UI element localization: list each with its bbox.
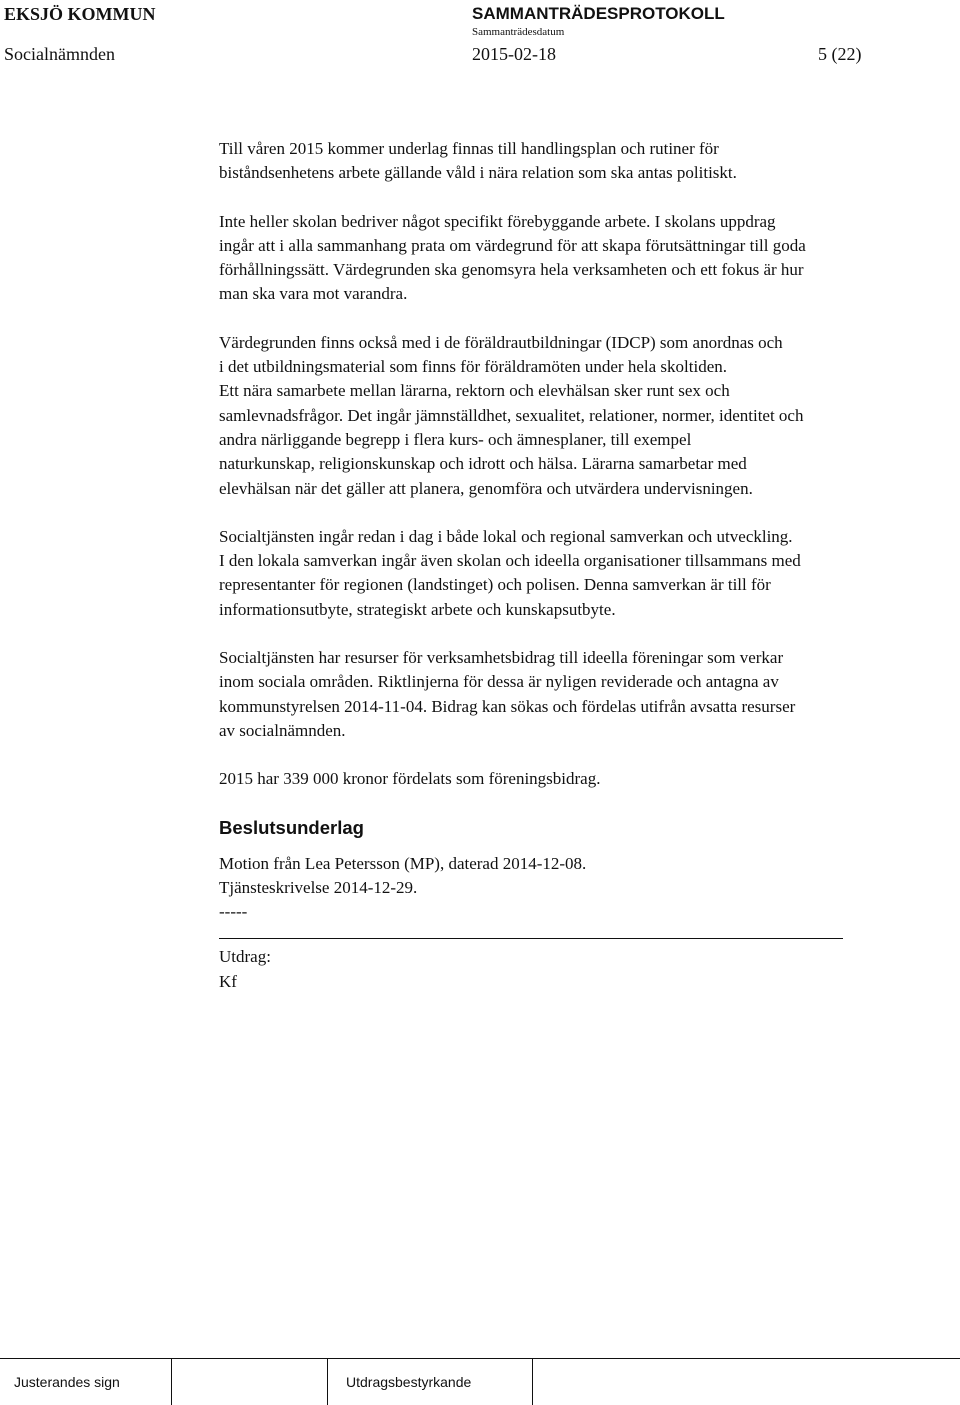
extract-recipient: Kf <box>219 971 237 991</box>
text-line: Värdegrunden finns också med i de föräldrautbildningar (IDCP) som anordnas och <box>219 332 783 352</box>
extract-label: Utdrag: <box>219 947 271 967</box>
text-line: representanter för regionen (landstinget) och polisen. Denna samverkan är till för <box>219 575 771 595</box>
text-line: förhållningssätt. Värdegrunden ska genomsyra hela verksamheten och ett fokus är hur <box>219 260 804 280</box>
list-item: Motion från Lea Petersson (MP), daterad 2014-12-08. <box>219 853 587 873</box>
text-line: Ett nära samarbete mellan lärarna, rektorn och elevhälsan sker runt sex och <box>219 381 730 401</box>
text-line: informationsutbyte, strategiskt arbete och kunskapsutbyte. <box>219 599 616 619</box>
text-line: naturkunskap, religionskunskap och idrott och hälsa. Lärarna samarbetar med <box>219 454 747 474</box>
text-line: ingår att i alla sammanhang prata om värdegrund för att skapa förutsättningar till goda <box>219 235 806 255</box>
signature-footer <box>0 1358 960 1405</box>
text-line: Till våren 2015 kommer underlag finnas till handlingsplan och rutiner för <box>219 139 719 158</box>
text-line: elevhälsan när det gäller att planera, genomföra och utvärdera undervisningen. <box>219 478 753 498</box>
text-line: Inte heller skolan bedriver något specifikt förebyggande arbete. I skolans uppdrag <box>219 211 776 231</box>
document-type: SAMMANTRÄDESPROTOKOLL <box>472 4 725 23</box>
page-number: 5 (22) <box>818 44 862 64</box>
paragraph-5 <box>219 646 949 743</box>
adjusters-signature-label: Justerandes sign <box>14 1374 120 1390</box>
text-line: Socialtjänsten har resurser för verksamhetsbidrag till ideella föreningar som verkar <box>219 648 784 668</box>
text-line: I den lokala samverkan ingår även skolan och ideella organisationer tillsammans med <box>219 551 801 571</box>
text-line: biståndsenhetens arbete gällande våld i nära relation som ska antas politiskt. <box>219 163 737 183</box>
paragraph-4 <box>219 525 949 622</box>
extract-section <box>219 945 949 994</box>
text-line: av socialnämnden. <box>219 720 346 740</box>
text-line: i det utbildningsmaterial som finns för föräldramöten under hela skoltiden. <box>219 357 727 377</box>
text-line: samlevnadsfrågor. Det ingår jämnställdhet, sexualitet, relationer, normer, identitet och <box>219 405 804 425</box>
text-line: andra närliggande begrepp i flera kurs- och ämnesplaner, till exempel <box>219 429 692 449</box>
text-line: kommunstyrelsen 2014-11-04. Bidrag kan sökas och fördelas utifrån avsatta resurser <box>219 696 796 716</box>
extract-certification-label: Utdragsbestyrkande <box>346 1374 472 1390</box>
decision-basis-list <box>219 852 949 925</box>
section-heading: Beslutsunderlag <box>219 816 364 838</box>
text-line: inom sociala områden. Riktlinjerna för dessa är nyligen reviderade och antagna av <box>219 672 779 692</box>
date-label: Sammanträdesdatum <box>472 26 565 38</box>
list-item: Tjänsteskrivelse 2014-12-29. <box>219 877 418 897</box>
meeting-date: 2015-02-18 <box>472 44 556 64</box>
paragraph-6 <box>219 767 949 791</box>
paragraph-1 <box>219 137 949 186</box>
paragraph-3 <box>219 331 949 501</box>
text-line: Socialtjänsten ingår redan i dag i både lokal och regional samverkan och utveckling. <box>219 526 793 546</box>
footer-divider <box>532 1359 533 1405</box>
committee-name: Socialnämnden <box>4 44 115 64</box>
footer-divider <box>171 1359 172 1405</box>
document-body <box>219 137 949 994</box>
text-line: 2015 har 339 000 kronor fördelats som föreningsbidrag. <box>219 769 601 789</box>
separator-dashes: ----- <box>219 902 248 922</box>
paragraph-2 <box>219 210 949 307</box>
horizontal-rule <box>219 938 843 939</box>
footer-divider <box>327 1359 328 1405</box>
text-line: man ska vara mot varandra. <box>219 284 408 304</box>
organization-name: EKSJÖ KOMMUN <box>4 4 156 24</box>
